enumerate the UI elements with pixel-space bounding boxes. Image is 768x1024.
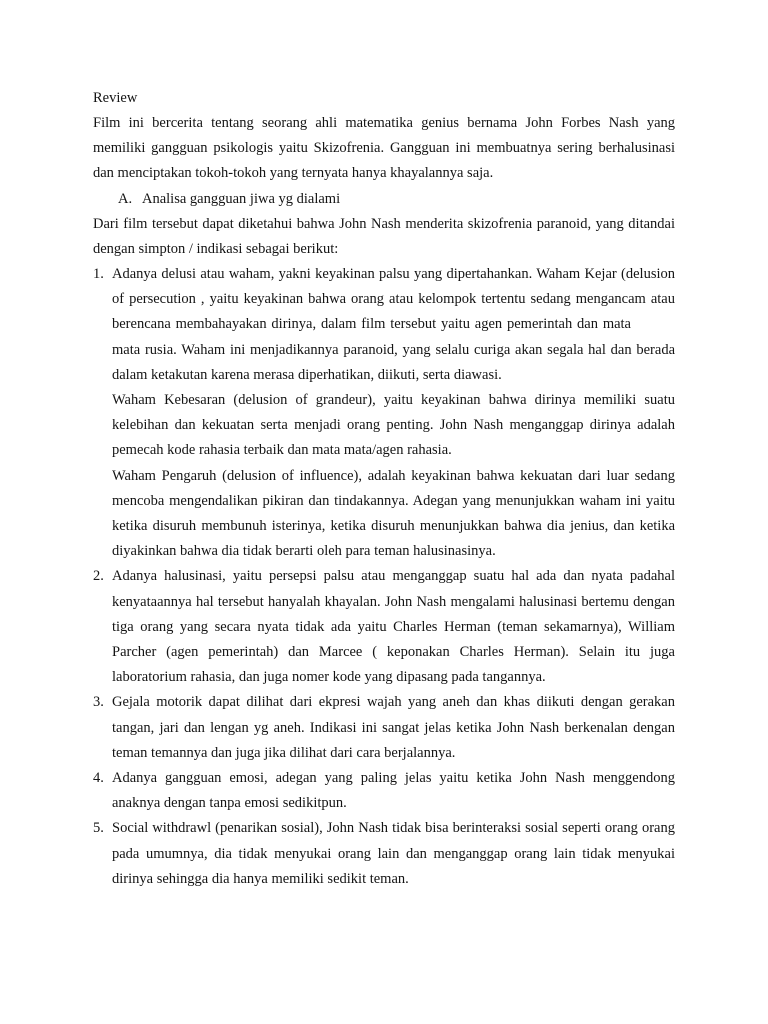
list-item-number: 4. <box>93 770 104 787</box>
list-item-paragraph: Waham Pengaruh (delusion of influence), adalah keyakinan bahwa kekuatan dari luar sedang mencoba mengendalikan pikiran dan tindakannya. Adegan yang menunjukkan waham ini yaitu ketika disuruh membunuh isterinya, ketika disuruh menunjukkan bahwa dia jenius, dan ketika diyakinkan bahwa dia tidak berarti oleh para teman halusinasinya. <box>112 467 675 560</box>
section-a-marker: A. <box>118 190 133 207</box>
list-item <box>93 690 675 766</box>
list-item-text-part: mata rusia. Waham ini menjadikannya paranoid, yang selalu curiga akan segala hal dan berada dalam ketakutan karena merasa diperhatikan, diikuti, serta diawasi. <box>112 341 675 383</box>
list-item-paragraph: Adanya gangguan emosi, adegan yang paling jelas yaitu ketika John Nash menggendong anaknya dengan tanpa emosi sedikitpun. <box>112 770 675 812</box>
list-item-text-part: Adanya delusi atau waham, yakni keyakinan palsu yang dipertahankan. Waham Kejar (delusion of persecution , yaitu keyakinan bahwa orang atau kelompok tertentu sedang mengancam atau berencana membahayakan dirinya, dalam film tersebut yaitu agen pemerintah dan mata <box>112 266 675 333</box>
section-a-heading <box>93 187 675 212</box>
list-item <box>93 816 675 892</box>
list-item-number: 5. <box>93 820 104 837</box>
intro-paragraph: Film ini bercerita tentang seorang ahli matematika genius bernama John Forbes Nash yang memiliki gangguan psikologis yaitu Skizofrenia. Gangguan ini membuatnya sering berhalusinasi dan menciptakan tokoh-tokoh yang ternyata hanya khayalannya saja. <box>93 115 675 182</box>
list-item-number: 1. <box>93 266 104 283</box>
list-item <box>93 262 675 564</box>
list-item-paragraph: Social withdrawl (penarikan sosial), John Nash tidak bisa berinteraksi sosial seperti orang orang pada umumnya, dia tidak menyukai orang lain dan menganggap orang lain tidak menyukai dirinya sehingga dia hanya memiliki sedikit teman. <box>112 820 675 887</box>
lead-paragraph: Dari film tersebut dapat diketahui bahwa John Nash menderita skizofrenia paranoid, yang ditandai dengan simpton / indikasi sebagai berikut: <box>93 215 675 257</box>
list-item-number: 3. <box>93 694 104 711</box>
list-item <box>93 564 675 690</box>
symptom-list <box>93 262 675 892</box>
list-item-number: 2. <box>93 568 104 585</box>
list-item-paragraph: Adanya halusinasi, yaitu persepsi palsu atau menganggap suatu hal ada dan nyata padahal kenyataannya hal tersebut hanyalah khayalan. John Nash mengalami halusinasi bertemu dengan tiga orang yang secara nyata tidak ada yaitu Charles Herman (teman sekamarnya), William Parcher (agen pemerintah) dan Marcee ( keponakan Charles Herman). Selain itu juga laboratorium rahasia, dan juga nomer kode yang dipasang pada tangannya. <box>112 568 675 686</box>
list-item <box>93 766 675 816</box>
list-item-paragraph: Gejala motorik dapat dilihat dari ekpresi wajah yang aneh dan khas diikuti dengan gerakan tangan, jari dan lengan yg aneh. Indikasi ini sangat jelas ketika John Nash berkenalan dengan teman temannya dan juga jika dilihat dari cara berjalannya. <box>112 694 675 761</box>
document-title: Review <box>93 90 138 106</box>
list-item-paragraph: Waham Kebesaran (delusion of grandeur), yaitu keyakinan bahwa dirinya memiliki suatu kelebihan dan kekuatan serta menjadi orang penting. John Nash menganggap dirinya adalah pemecah kode rahasia terbaik dan mata mata/agen rahasia. <box>112 392 675 459</box>
section-a-title: Analisa gangguan jiwa yg dialami <box>142 190 341 207</box>
list-item-paragraph <box>112 262 675 388</box>
